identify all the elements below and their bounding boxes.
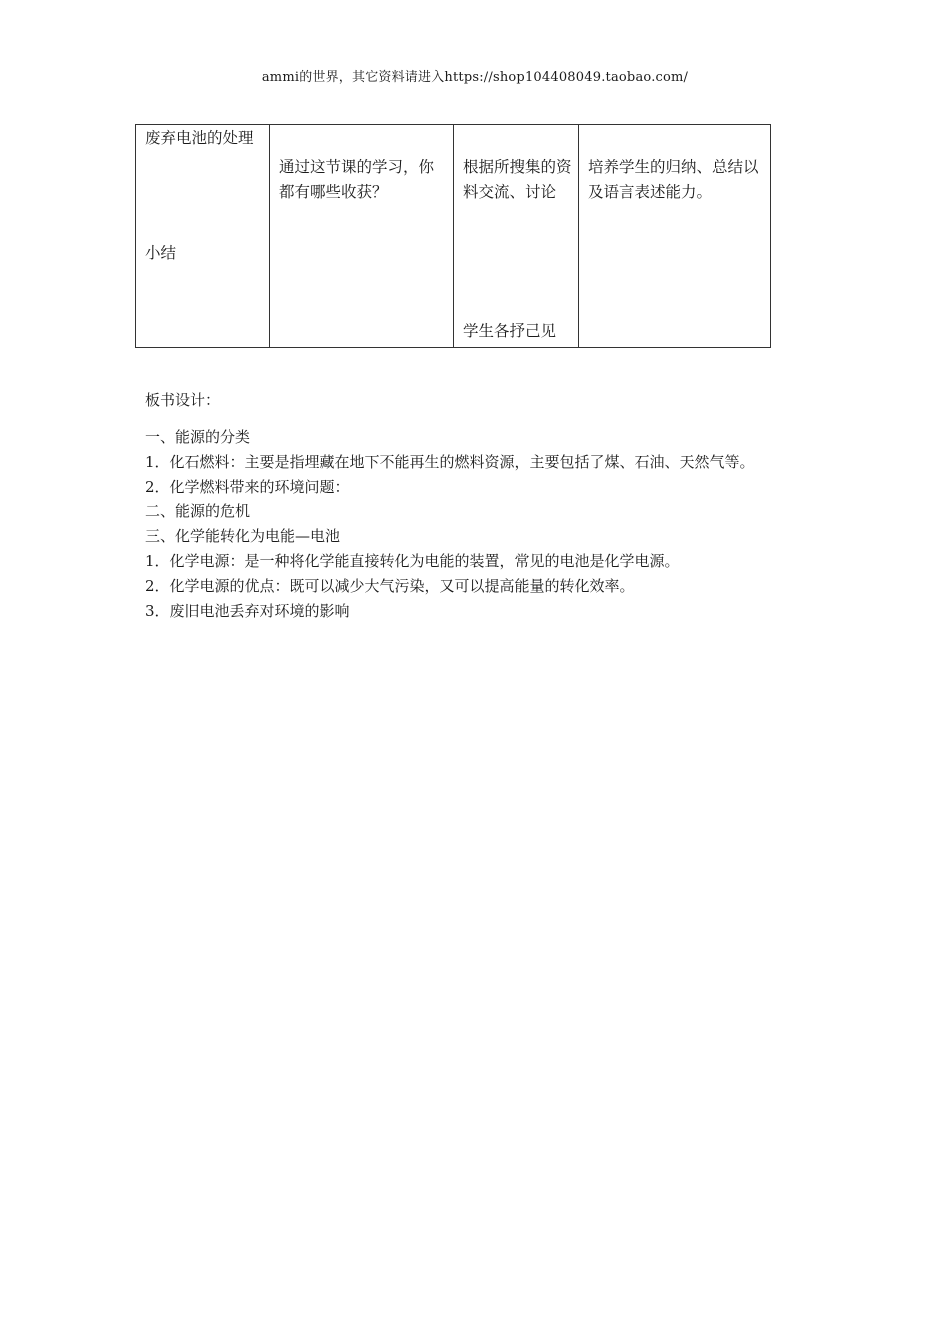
teacher-question: 通过这节课的学习，你都有哪些收获？: [279, 158, 435, 201]
board-line: 1．化石燃料：主要是指埋藏在地下不能再生的燃料资源，主要包括了煤、石油、天然气等。: [145, 452, 755, 471]
stage-label-summary: 小结: [145, 244, 177, 262]
student-activity-cell: [454, 125, 579, 348]
student-activity-text: 根据所搜集的资料交流、讨论: [463, 158, 572, 201]
board-line: 1．化学电源：是一种将化学能直接转化为电能的装置，常见的电池是化学电源。: [145, 551, 680, 570]
stage-cell: [136, 125, 270, 348]
board-line: 一、能源的分类: [145, 428, 251, 446]
board-line: 2．化学燃料带来的环境问题：: [145, 477, 350, 496]
design-intent-cell: [579, 125, 771, 348]
teacher-activity-cell: [270, 125, 454, 348]
lesson-table: [135, 124, 771, 348]
board-title: 板书设计：: [145, 391, 221, 409]
board-line: 二、能源的危机: [145, 502, 251, 521]
page-header: ammi的世界，其它资料请进入https://shop104408049.taobao.com/: [261, 70, 689, 85]
design-intent-text: 培养学生的归纳、总结以及语言表述能力。: [588, 158, 759, 201]
table-row: [136, 125, 771, 348]
stage-label-disposal: 废弃电池的处理: [145, 129, 254, 147]
board-line: 3．废旧电池丢弃对环境的影响: [145, 601, 350, 620]
board-line: 2．化学电源的优点：既可以减少大气污染，又可以提高能量的转化效率。: [145, 576, 635, 595]
board-line: 三、化学能转化为电能—电池: [145, 527, 341, 546]
student-opinion-text: 学生各抒己见: [463, 322, 557, 340]
board-design: [145, 388, 755, 623]
